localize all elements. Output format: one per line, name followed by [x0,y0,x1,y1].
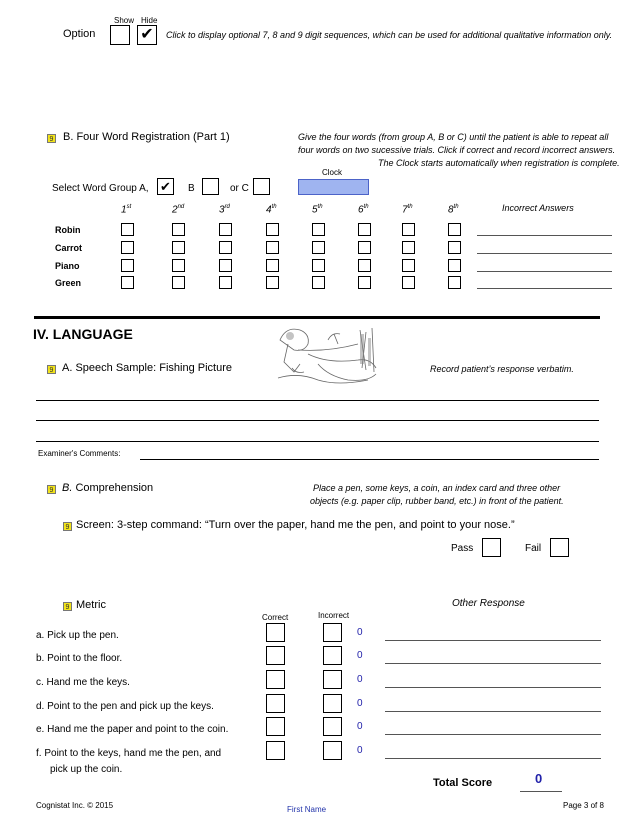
section-divider [34,316,600,319]
metric-badge-icon[interactable]: 9 [63,602,72,611]
correct-checkbox[interactable] [266,694,285,713]
trial-checkbox[interactable] [219,223,232,236]
trial-checkbox[interactable] [121,276,134,289]
comprehension-instruction-2: objects (e.g. paper clip, rubber band, etc.) in front of the patient. [310,496,564,506]
trial-checkbox[interactable] [266,241,279,254]
trial-checkbox[interactable] [312,259,325,272]
speech-sample-title: A. Speech Sample: Fishing Picture [62,362,232,374]
item-score: 0 [357,745,363,756]
trial-checkbox[interactable] [121,259,134,272]
option-description: Click to display optional 7, 8 and 9 digit sequences, which can be used for additional qualitative information only. [166,30,613,40]
pass-label: Pass [451,543,474,554]
metric-item-text: d. Point to the pen and pick up the keys. [36,701,214,712]
trial-header: 8th [448,204,459,216]
registration-title: B. Four Word Registration (Part 1) [63,131,230,143]
metric-item-f-line2: pick up the coin. [50,764,123,775]
trial-header: 1st [121,204,132,216]
trial-checkbox[interactable] [219,259,232,272]
registration-instruction-1: Give the four words (from group A, B or C) until the patient is able to repeat all [298,132,609,142]
trial-checkbox[interactable] [448,223,461,236]
trial-checkbox[interactable] [312,276,325,289]
trial-checkbox[interactable] [448,276,461,289]
screen-badge-icon[interactable]: 9 [63,522,72,531]
clock-label: Clock [322,168,343,177]
footer-copyright: Cognistat Inc. © 2015 [36,801,114,810]
fail-checkbox[interactable] [550,538,569,557]
select-word-group-label: Select Word Group A, [52,183,149,194]
incorrect-checkbox[interactable] [323,694,342,713]
trial-checkbox[interactable] [358,241,371,254]
trial-header: 5th [312,204,323,216]
incorrect-checkbox[interactable] [323,717,342,736]
trial-checkbox[interactable] [172,276,185,289]
other-response-line[interactable] [385,687,601,688]
correct-checkbox[interactable] [266,741,285,760]
trial-checkbox[interactable] [219,241,232,254]
screen-command-text: Screen: 3-step command: “Turn over the paper, hand me the pen, and point to your nose.” [76,519,515,531]
trial-checkbox[interactable] [172,223,185,236]
item-score: 0 [357,721,363,732]
trial-checkbox[interactable] [402,259,415,272]
incorrect-answer-line[interactable] [477,253,612,254]
response-line[interactable] [36,400,599,401]
metric-item-text: f. Point to the keys, hand me the pen, and [36,748,222,759]
metric-item-text: e. Hand me the paper and point to the coin. [36,724,229,735]
incorrect-answers-header: Incorrect Answers [502,203,574,213]
incorrect-checkbox[interactable] [323,741,342,760]
trial-checkbox[interactable] [448,259,461,272]
correct-checkbox[interactable] [266,623,285,642]
trial-checkbox[interactable] [358,276,371,289]
comprehension-title: B. Comprehension [62,482,154,494]
item-score: 0 [357,698,363,709]
other-response-line[interactable] [385,663,601,664]
trial-checkbox[interactable] [121,241,134,254]
item-score: 0 [357,650,363,661]
incorrect-checkbox[interactable] [323,670,342,689]
trial-checkbox[interactable] [402,276,415,289]
word-label: Green [55,278,82,288]
trial-checkbox[interactable] [402,241,415,254]
group-c-checkbox[interactable] [253,178,270,195]
correct-checkbox[interactable] [266,646,285,665]
group-c-label: or C [230,183,249,194]
trial-checkbox[interactable] [219,276,232,289]
examiner-comments-label: Examiner's Comments: [38,449,121,458]
total-score-line [520,791,562,792]
comprehension-badge-icon[interactable]: 9 [47,485,56,494]
trial-checkbox[interactable] [266,276,279,289]
other-response-line[interactable] [385,758,601,759]
trial-checkbox[interactable] [172,241,185,254]
comprehension-instruction-1: Place a pen, some keys, a coin, an index card and three other [313,483,561,493]
first-name-field[interactable]: First Name [287,805,327,814]
trial-header: 3rd [219,204,230,216]
total-score-value: 0 [535,771,543,786]
trial-checkbox[interactable] [266,223,279,236]
speech-badge-icon[interactable]: 9 [47,365,56,374]
total-score-label: Total Score [433,777,493,789]
incorrect-answer-line[interactable] [477,271,612,272]
metric-item-text: b. Point to the floor. [36,653,123,664]
trial-checkbox[interactable] [312,241,325,254]
speech-instruction: Record patient’s response verbatim. [430,364,574,374]
trial-checkbox[interactable] [358,223,371,236]
incorrect-answer-line[interactable] [477,235,612,236]
word-label: Carrot [55,243,83,253]
metric-item-text: c. Hand me the keys. [36,677,130,688]
clock-field[interactable] [298,179,369,195]
hide-checkbox[interactable]: ✔ [137,25,157,45]
word-label: Robin [55,225,81,235]
metric-item-text: a. Pick up the pen. [36,630,119,641]
section-title: IV. LANGUAGE [33,326,133,342]
correct-label: Correct [262,613,289,622]
item-badge-icon[interactable]: 9 [47,134,56,143]
incorrect-label: Incorrect [318,611,350,620]
metric-title: Metric [76,599,106,611]
other-response-line[interactable] [385,734,601,735]
show-label: Show [114,16,135,25]
trial-checkbox[interactable] [402,223,415,236]
registration-instruction-3: The Clock starts automatically when registration is complete. [378,158,620,168]
trial-checkbox[interactable] [312,223,325,236]
incorrect-checkbox[interactable] [323,623,342,642]
word-label: Piano [55,261,80,271]
examiner-comments-line[interactable] [140,459,599,460]
other-response-line[interactable] [385,640,601,641]
other-response-line[interactable] [385,711,601,712]
fishing-picture-image [268,320,388,392]
trial-header: 2nd [172,204,185,216]
group-b-checkbox[interactable] [202,178,219,195]
trial-header: 6th [358,204,369,216]
correct-checkbox[interactable] [266,717,285,736]
incorrect-answer-line[interactable] [477,288,612,289]
trial-checkbox[interactable] [358,259,371,272]
response-line[interactable] [36,420,599,421]
trial-checkbox[interactable] [172,259,185,272]
incorrect-checkbox[interactable] [323,646,342,665]
pass-checkbox[interactable] [482,538,501,557]
registration-instruction-2: four words on two sucessive trials. Click if correct and record incorrect answers. [298,145,616,155]
group-a-checkbox[interactable]: ✔ [157,178,174,195]
item-score: 0 [357,674,363,685]
other-response-header: Other Response [452,598,525,609]
show-checkbox[interactable] [110,25,130,45]
footer-page-number: Page 3 of 8 [563,801,604,810]
correct-checkbox[interactable] [266,670,285,689]
item-score: 0 [357,627,363,638]
fail-label: Fail [525,543,542,554]
trial-checkbox[interactable] [121,223,134,236]
response-line[interactable] [36,441,599,442]
trial-checkbox[interactable] [266,259,279,272]
trial-header: 7th [402,204,413,216]
group-b-label: B [188,183,195,194]
option-label: Option [63,28,96,40]
trial-checkbox[interactable] [448,241,461,254]
trial-header: 4th [266,204,277,216]
hide-label: Hide [141,16,158,25]
